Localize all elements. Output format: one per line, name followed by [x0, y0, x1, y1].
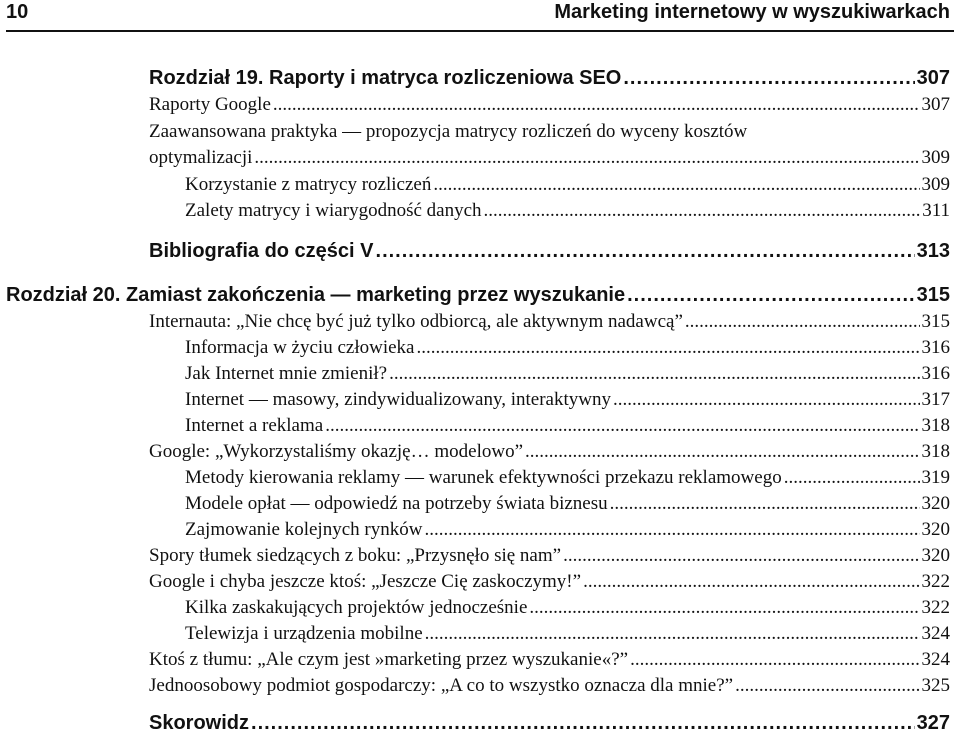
leader-dots	[623, 67, 914, 90]
toc-entry-title: Google i chyba jeszcze ktoś: „Jeszcze Cię zaskoczymy!”	[149, 571, 582, 592]
toc-entry-page: 324	[921, 623, 950, 644]
toc-entry-title: Ktoś z tłumu: „Ale czym jest »marketing przez wyszukanie«?”	[149, 649, 629, 670]
toc-entry[interactable]	[185, 415, 950, 437]
running-title: Marketing internetowy w wyszukiwarkach	[554, 1, 950, 23]
leader-dots	[376, 240, 915, 263]
toc-entry-title: Zalety matrycy i wiarygodność danych	[185, 200, 482, 221]
toc-entry-title: Spory tłumek siedzących z boku: „Przysnęło się nam”	[149, 545, 562, 566]
leader-dots	[563, 545, 919, 567]
toc-entry-page: 322	[921, 571, 950, 592]
leader-dots	[525, 441, 919, 463]
leader-dots	[529, 597, 919, 619]
leader-dots	[784, 467, 920, 489]
toc-entry-page: 316	[921, 363, 950, 384]
toc-entry[interactable]	[149, 311, 950, 333]
toc-entry[interactable]	[185, 467, 950, 489]
toc-entry-title: Internet a reklama	[185, 415, 324, 436]
toc-entry[interactable]	[149, 675, 950, 697]
toc-entry[interactable]	[185, 200, 950, 222]
toc-entry-title: Rozdział 20. Zamiast zakończenia — marketing przez wyszukanie	[6, 284, 626, 306]
leader-dots	[610, 493, 920, 515]
toc-entry-page: 313	[916, 240, 950, 262]
toc-entry-title: Internet — masowy, zindywidualizowany, interaktywny	[185, 389, 611, 410]
toc-entry-page: 315	[921, 311, 950, 332]
leader-dots	[433, 174, 919, 196]
leader-dots	[627, 284, 915, 307]
toc-entry-page: 317	[921, 389, 950, 410]
leader-dots	[613, 389, 920, 411]
toc-entry-title: optymalizacji	[149, 147, 253, 168]
toc-entry-title: Jednoosobowy podmiot gospodarczy: „A co to wszystko oznacza dla mnie?”	[149, 675, 734, 696]
toc-entry-page: 315	[916, 284, 950, 306]
toc-entry-title: Bibliografia do części V	[149, 240, 374, 262]
toc-entry-title: Jak Internet mnie zmienił?	[185, 363, 388, 384]
toc-entry-page: 309	[921, 147, 950, 168]
toc-entry[interactable]	[185, 493, 950, 515]
toc-index[interactable]	[149, 712, 950, 735]
leader-dots	[583, 571, 919, 593]
leader-dots	[254, 147, 919, 169]
leader-dots	[389, 363, 919, 385]
toc-entry-title: Zajmowanie kolejnych rynków	[185, 519, 423, 540]
leader-dots	[416, 337, 919, 359]
toc-entry[interactable]	[149, 649, 950, 671]
leader-dots	[425, 623, 920, 645]
toc-entry-page: 320	[921, 545, 950, 566]
toc-entry-page: 322	[921, 597, 950, 618]
toc-entry[interactable]	[149, 545, 950, 567]
toc-entry[interactable]	[185, 389, 950, 411]
toc-entry-title: Informacja w życiu człowieka	[185, 337, 415, 358]
toc-entry-page: 325	[921, 675, 950, 696]
toc-entry[interactable]	[185, 623, 950, 645]
page-number: 10	[6, 1, 29, 23]
toc-entry[interactable]	[185, 519, 950, 541]
toc-entry-page: 309	[921, 174, 950, 195]
toc-entry[interactable]	[185, 363, 950, 385]
leader-dots	[630, 649, 919, 671]
leader-dots	[273, 94, 920, 116]
toc-chapter-19[interactable]	[149, 67, 950, 90]
toc-entry[interactable]	[149, 571, 950, 593]
toc-entry-title: Modele opłat — odpowiedź na potrzeby świata biznesu	[185, 493, 608, 514]
toc-entry-page: 307	[916, 67, 950, 89]
toc-entry-title: Raporty Google	[149, 94, 271, 115]
toc-entry-page: 327	[916, 712, 950, 734]
toc-entry-title: Rozdział 19. Raporty i matryca rozliczeniowa SEO	[149, 67, 622, 89]
toc-entry[interactable]	[149, 147, 950, 169]
toc-entry[interactable]	[149, 94, 950, 116]
toc-entry-line[interactable]: Zaawansowana praktyka — propozycja matrycy rozliczeń do wyceny kosztów	[149, 121, 748, 142]
toc-bibliography[interactable]	[149, 240, 950, 263]
leader-dots	[735, 675, 919, 697]
toc-entry-title: Skorowidz	[149, 712, 250, 734]
toc-entry-page: 318	[921, 415, 950, 436]
toc-entry[interactable]	[149, 441, 950, 463]
toc-entry-page: 320	[921, 519, 950, 540]
toc-entry[interactable]	[185, 337, 950, 359]
leader-dots	[484, 200, 921, 222]
toc-entry-title: Metody kierowania reklamy — warunek efektywności przekazu reklamowego	[185, 467, 782, 488]
toc-entry[interactable]	[185, 597, 950, 619]
toc-entry-title: Kilka zaskakujących projektów jednocześnie	[185, 597, 528, 618]
toc-entry-title: Telewizja i urządzenia mobilne	[185, 623, 423, 644]
toc-entry-page: 316	[921, 337, 950, 358]
toc-entry-page: 318	[921, 441, 950, 462]
toc-entry-page: 311	[922, 200, 950, 221]
leader-dots	[251, 712, 915, 735]
toc-entry[interactable]	[185, 174, 950, 196]
page-header	[6, 0, 954, 32]
leader-dots	[685, 311, 920, 333]
leader-dots	[325, 415, 919, 437]
toc-entry-page: 307	[921, 94, 950, 115]
leader-dots	[424, 519, 919, 541]
toc-entry-title: Google: „Wykorzystaliśmy okazję… modelowo”	[149, 441, 524, 462]
toc-chapter-20[interactable]	[6, 284, 950, 307]
toc-entry-page: 324	[921, 649, 950, 670]
toc-entry-page: 319	[921, 467, 950, 488]
toc-entry-title: Korzystanie z matrycy rozliczeń	[185, 174, 432, 195]
toc-entry-page: 320	[921, 493, 950, 514]
toc-entry-title: Internauta: „Nie chcę być już tylko odbiorcą, ale aktywnym nadawcą”	[149, 311, 683, 332]
